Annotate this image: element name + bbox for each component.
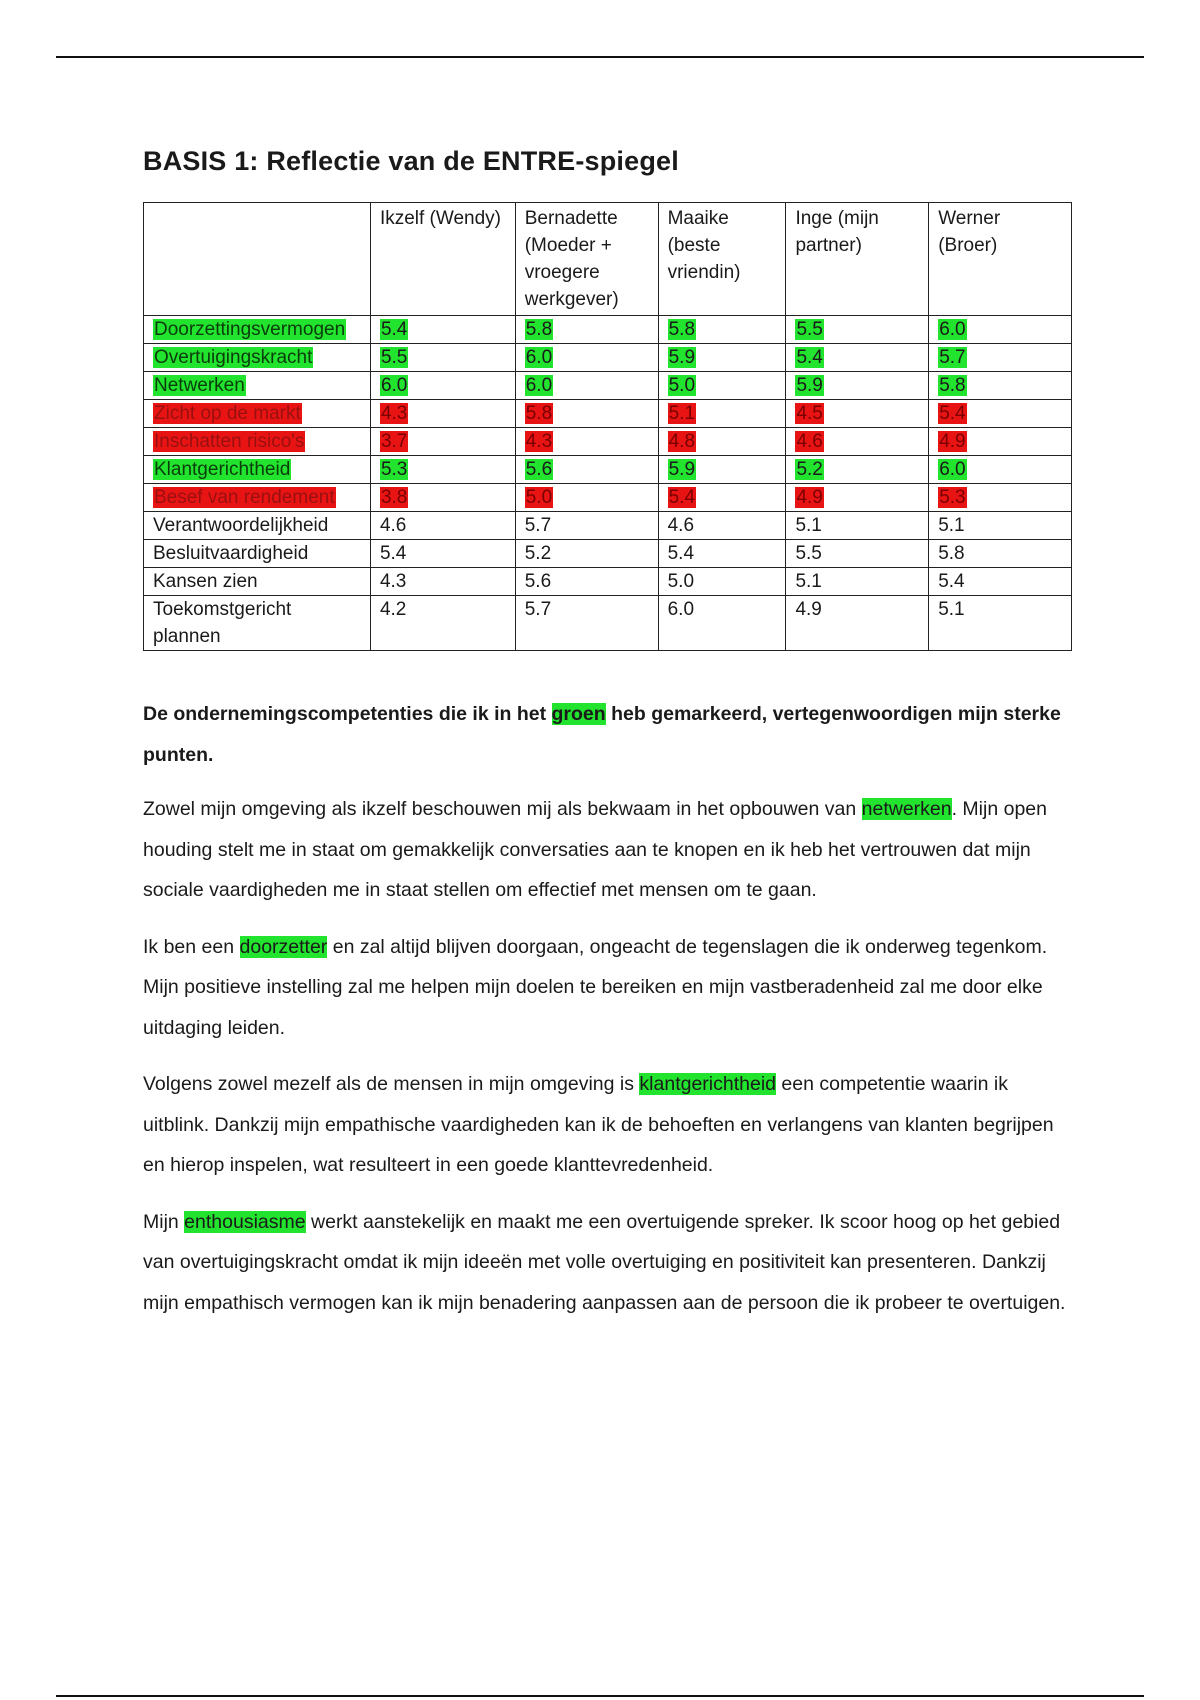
- score-cell: [929, 372, 1072, 400]
- score-value: 4.3: [379, 571, 407, 592]
- competency-cell: [144, 400, 371, 428]
- score-cell: [929, 596, 1072, 651]
- score-value: 5.7: [524, 515, 552, 536]
- table-row: [144, 512, 1072, 540]
- competency-cell: [144, 316, 371, 344]
- competency-label: Klantgerichtheid: [154, 459, 291, 480]
- p2-text-1: Ik ben een: [143, 935, 240, 958]
- score-value: 5.1: [938, 515, 965, 536]
- competency-cell: [144, 344, 371, 372]
- competency-label: Verantwoordelijkheid: [153, 515, 329, 536]
- score-value: 4.9: [795, 599, 822, 620]
- score-value: 3.8: [380, 487, 408, 508]
- header-werner: Werner (Broer): [929, 203, 1072, 316]
- score-value: 5.2: [796, 459, 823, 480]
- score-value: 5.5: [795, 543, 822, 564]
- competency-cell: [144, 484, 371, 512]
- score-cell: [786, 372, 929, 400]
- competency-cell: [144, 512, 371, 540]
- score-cell: [370, 540, 515, 568]
- score-value: 4.6: [796, 431, 823, 452]
- p3-text-2: een competentie waarin ik uitblink. Dankzij mijn empathische vaardigheden kan ik de behoeften en verlangens van klanten begrijpen en hierop inspelen, wat resulteert in een goede klanttevredenheid.: [143, 1073, 1054, 1176]
- score-value: 5.4: [379, 543, 407, 564]
- competency-label: Kansen zien: [153, 571, 258, 592]
- score-value: 5.1: [795, 515, 822, 536]
- score-cell: [658, 372, 786, 400]
- score-value: 5.8: [938, 543, 965, 564]
- score-cell: [786, 484, 929, 512]
- paragraph-doorzetter: [143, 927, 1073, 1049]
- header-inge: Inge (mijn partner): [786, 203, 929, 316]
- score-cell: [929, 512, 1072, 540]
- score-value: 6.0: [939, 319, 966, 340]
- p4-text-1: Mijn: [143, 1210, 185, 1233]
- table-row: [144, 540, 1072, 568]
- score-value: 5.3: [380, 459, 408, 480]
- score-cell: [515, 428, 658, 456]
- table-row: [144, 484, 1072, 512]
- score-value: 4.9: [796, 487, 823, 508]
- score-cell: [658, 456, 786, 484]
- score-cell: [370, 596, 515, 651]
- score-cell: [929, 400, 1072, 428]
- lead-text-1: De ondernemingscompetenties die ik in het: [143, 703, 552, 725]
- score-value: 5.8: [525, 403, 553, 424]
- score-value: 5.9: [668, 459, 696, 480]
- score-cell: [658, 484, 786, 512]
- competency-label: Besluitvaardigheid: [153, 543, 309, 564]
- score-cell: [515, 456, 658, 484]
- score-value: 4.6: [667, 515, 695, 536]
- score-value: 5.9: [668, 347, 696, 368]
- score-value: 5.0: [667, 571, 695, 592]
- lead-text-2: heb gemarkeerd, vertegenwoordigen mijn sterke punten.: [143, 703, 1061, 766]
- score-cell: [370, 372, 515, 400]
- table-row: [144, 456, 1072, 484]
- table-row: [144, 428, 1072, 456]
- score-value: 5.4: [938, 571, 965, 592]
- highlight-klantgerichtheid: klantgerichtheid: [639, 1073, 777, 1095]
- score-cell: [929, 568, 1072, 596]
- competency-label: Inschatten risico's: [154, 431, 305, 452]
- score-value: 5.5: [380, 347, 408, 368]
- score-value: 5.8: [668, 319, 696, 340]
- table-body: [144, 316, 1072, 651]
- score-cell: [658, 568, 786, 596]
- score-value: 4.5: [796, 403, 823, 424]
- score-cell: [515, 568, 658, 596]
- score-cell: [515, 596, 658, 651]
- score-cell: [786, 512, 929, 540]
- score-value: 4.8: [668, 431, 696, 452]
- score-cell: [370, 512, 515, 540]
- p2-text-2: en zal altijd blijven doorgaan, ongeacht de tegenslagen die ik onderweg tegenkom. Mijn positieve instelling zal me helpen mijn doelen te bereiken en mijn vastberadenheid zal me door elke uitdaging leiden.: [143, 935, 1048, 1039]
- score-cell: [929, 456, 1072, 484]
- score-cell: [786, 428, 929, 456]
- header-bernadette: Bernadette (Moeder + vroegere werkgever): [515, 203, 658, 316]
- competency-label: Toekomstgericht plannen: [153, 599, 292, 647]
- score-cell: [658, 596, 786, 651]
- competency-label: Netwerken: [154, 375, 245, 396]
- table-row: [144, 372, 1072, 400]
- competency-cell: [144, 596, 371, 651]
- competency-label: Besef van rendement: [154, 487, 335, 508]
- paragraph-klantgerichtheid: [143, 1064, 1073, 1186]
- competency-cell: [144, 456, 371, 484]
- score-cell: [929, 428, 1072, 456]
- score-cell: [929, 484, 1072, 512]
- score-cell: [786, 316, 929, 344]
- score-value: 5.1: [938, 599, 965, 620]
- score-value: 5.3: [939, 487, 966, 508]
- p3-text-1: Volgens zowel mezelf als de mensen in mijn omgeving is: [143, 1073, 640, 1095]
- p1-text-2: . Mijn open houding stelt me in staat om gemakkelijk conversaties aan te knopen en ik heb het vertrouwen dat mijn sociale vaardigheden me in staat stellen om effectief met mensen om te gaan.: [143, 798, 1047, 901]
- header-ikzelf: Ikzelf (Wendy): [370, 203, 515, 316]
- score-cell: [370, 484, 515, 512]
- header-maaike: Maaike (beste vriendin): [658, 203, 786, 316]
- table-row: [144, 344, 1072, 372]
- top-rule: [56, 56, 1144, 58]
- score-value: 5.7: [939, 347, 966, 368]
- highlight-netwerken: netwerken: [861, 798, 952, 820]
- score-value: 3.7: [380, 431, 408, 452]
- score-cell: [370, 456, 515, 484]
- score-cell: [658, 512, 786, 540]
- score-cell: [515, 316, 658, 344]
- score-value: 5.1: [668, 403, 696, 424]
- score-value: 5.4: [796, 347, 823, 368]
- table-header-row: [144, 203, 1072, 316]
- score-value: 4.9: [939, 431, 966, 452]
- score-cell: [515, 540, 658, 568]
- score-value: 6.0: [525, 375, 553, 396]
- highlight-enthousiasme: enthousiasme: [184, 1210, 306, 1233]
- score-cell: [658, 400, 786, 428]
- competency-label: Overtuigingskracht: [154, 347, 313, 368]
- competency-label: Zicht op de markt: [154, 403, 301, 424]
- entre-score-table: [143, 202, 1072, 651]
- page-title: BASIS 1: Reflectie van de ENTRE-spiegel: [143, 146, 679, 176]
- score-cell: [515, 484, 658, 512]
- score-cell: [929, 344, 1072, 372]
- competency-label: Doorzettingsvermogen: [154, 319, 346, 340]
- score-cell: [370, 400, 515, 428]
- score-value: 4.2: [379, 599, 407, 620]
- competency-cell: [144, 540, 371, 568]
- header-empty: [144, 203, 371, 316]
- body-text: [143, 694, 1073, 1339]
- score-value: 5.0: [525, 487, 553, 508]
- competency-cell: [144, 372, 371, 400]
- score-value: 5.6: [524, 571, 552, 592]
- highlight-doorzetter: doorzetter: [239, 935, 328, 958]
- score-cell: [515, 400, 658, 428]
- score-cell: [515, 372, 658, 400]
- competency-cell: [144, 568, 371, 596]
- table-row: [144, 596, 1072, 651]
- lead-paragraph: [143, 694, 1073, 775]
- score-value: 5.4: [380, 319, 408, 340]
- score-cell: [786, 540, 929, 568]
- score-cell: [786, 596, 929, 651]
- paragraph-enthousiasme: [143, 1202, 1073, 1324]
- score-value: 6.0: [525, 347, 553, 368]
- competency-cell: [144, 428, 371, 456]
- score-cell: [370, 568, 515, 596]
- score-cell: [658, 540, 786, 568]
- score-cell: [786, 568, 929, 596]
- score-cell: [515, 344, 658, 372]
- score-cell: [658, 316, 786, 344]
- score-value: 4.3: [380, 403, 408, 424]
- highlight-groen: groen: [551, 703, 606, 725]
- score-cell: [929, 540, 1072, 568]
- score-value: 5.9: [796, 375, 823, 396]
- score-value: 5.0: [668, 375, 696, 396]
- score-cell: [515, 512, 658, 540]
- score-cell: [786, 400, 929, 428]
- score-value: 5.8: [939, 375, 966, 396]
- p4-text-2: werkt aanstekelijk en maakt me een overtuigende spreker. Ik scoor hoog op het gebied van overtuigingskracht omdat ik mijn ideeën met volle overtuiging en positiviteit kan presenteren. Dankzij mijn empathisch vermogen kan ik mijn benadering aanpassen aan de persoon die ik probeer te overtuigen.: [143, 1210, 1066, 1314]
- score-cell: [786, 456, 929, 484]
- table-row: [144, 568, 1072, 596]
- p1-text-1: Zowel mijn omgeving als ikzelf beschouwen mij als bekwaam in het opbouwen van: [143, 798, 862, 820]
- paragraph-netwerken: [143, 789, 1073, 911]
- score-cell: [786, 344, 929, 372]
- score-value: 5.8: [525, 319, 553, 340]
- score-cell: [658, 344, 786, 372]
- score-value: 4.6: [379, 515, 407, 536]
- score-value: 6.0: [667, 599, 695, 620]
- score-value: 5.6: [525, 459, 553, 480]
- score-value: 5.5: [796, 319, 823, 340]
- score-cell: [370, 344, 515, 372]
- score-value: 6.0: [380, 375, 408, 396]
- table-row: [144, 316, 1072, 344]
- bottom-rule: [56, 1695, 1144, 1697]
- score-value: 5.7: [524, 599, 552, 620]
- score-value: 6.0: [939, 459, 966, 480]
- score-cell: [370, 316, 515, 344]
- score-value: 5.4: [667, 543, 695, 564]
- score-cell: [370, 428, 515, 456]
- score-value: 5.4: [939, 403, 966, 424]
- score-value: 5.4: [668, 487, 696, 508]
- score-value: 5.1: [795, 571, 822, 592]
- score-cell: [658, 428, 786, 456]
- score-cell: [929, 316, 1072, 344]
- score-value: 5.2: [524, 543, 552, 564]
- table-row: [144, 400, 1072, 428]
- score-value: 4.3: [525, 431, 553, 452]
